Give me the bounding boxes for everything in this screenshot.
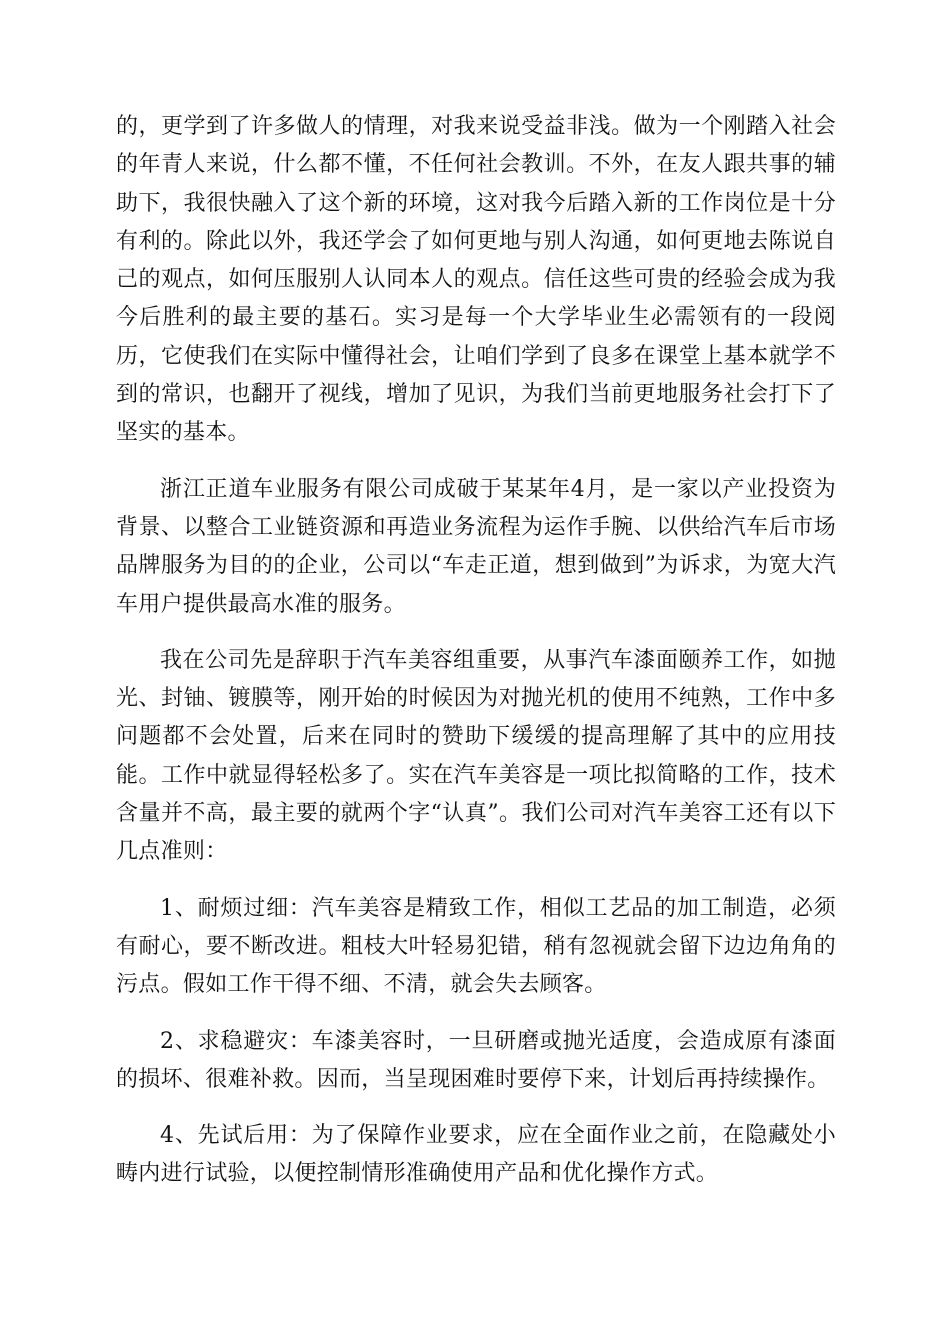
paragraph-rule-1: 1、耐烦过细：汽车美容是精致工作，相似工艺品的加工制造，必须有耐心，要不断改进。粗枝大叶轻易犯错，稍有忽视就会留下边边角角的污点。假如工作干得不细、不清，就会失去顾客。 xyxy=(116,895,836,998)
document-body xyxy=(116,108,836,1212)
paragraph-continuation: 的，更学到了许多做人的情理，对我来说受益非浅。做为一个刚踏入社会的年青人来说，什么都不懂，不任何社会教训。不外，在友人跟共事的辅助下，我很快融入了这个新的环境，这对我今后踏入新的工作岗位是十分有利的。除此以外，我还学会了如何更地与别人沟通，如何更地去陈说自己的观点，如何压服别人认同本人的观点。信任这些可贵的经验会成为我今后胜利的最主要的基石。实习是每一个大学毕业生必需领有的一段阅历，它使我们在实际中懂得社会，让咱们学到了良多在课堂上基本就学不到的常识，也翻开了视线，增加了见识，为我们当前更地服务社会打下了坚实的基本。 xyxy=(116,114,836,446)
paragraph-rule-4: 4、先试后用：为了保障作业要求，应在全面作业之前，在隐藏处小畴内进行试验，以便控制情形准确使用产品和优化操作方式。 xyxy=(116,1123,836,1187)
paragraph-work-description: 我在公司先是辞职于汽车美容组重要，从事汽车漆面颐养工作，如抛光、封铀、镀膜等，刚开始的时候因为对抛光机的使用不纯熟，工作中多问题都不会处置，后来在同时的赞助下缓缓的提高理解了其中的应用技能。工作中就显得轻松多了。实在汽车美容是一项比拟简略的工作，技术含量并不高，最主要的就两个字“认真”。我们公司对汽车美容工还有以下几点准则： xyxy=(116,647,836,865)
paragraph-company-intro: 浙江正道车业服务有限公司成破于某某年4月，是一家以产业投资为背景、以整合工业链资源和再造业务流程为运作手腕、以供给汽车后市场品牌服务为目的的企业，公司以“车走正道，想到做到”为诉求，为宽大汽车用户提供最高水准的服务。 xyxy=(116,476,836,617)
paragraph-rule-2: 2、求稳避灾：车漆美容时，一旦研磨或抛光适度，会造成原有漆面的损坏、很难补救。因而，当呈现困难时要停下来，计划后再持续操作。 xyxy=(116,1028,836,1092)
